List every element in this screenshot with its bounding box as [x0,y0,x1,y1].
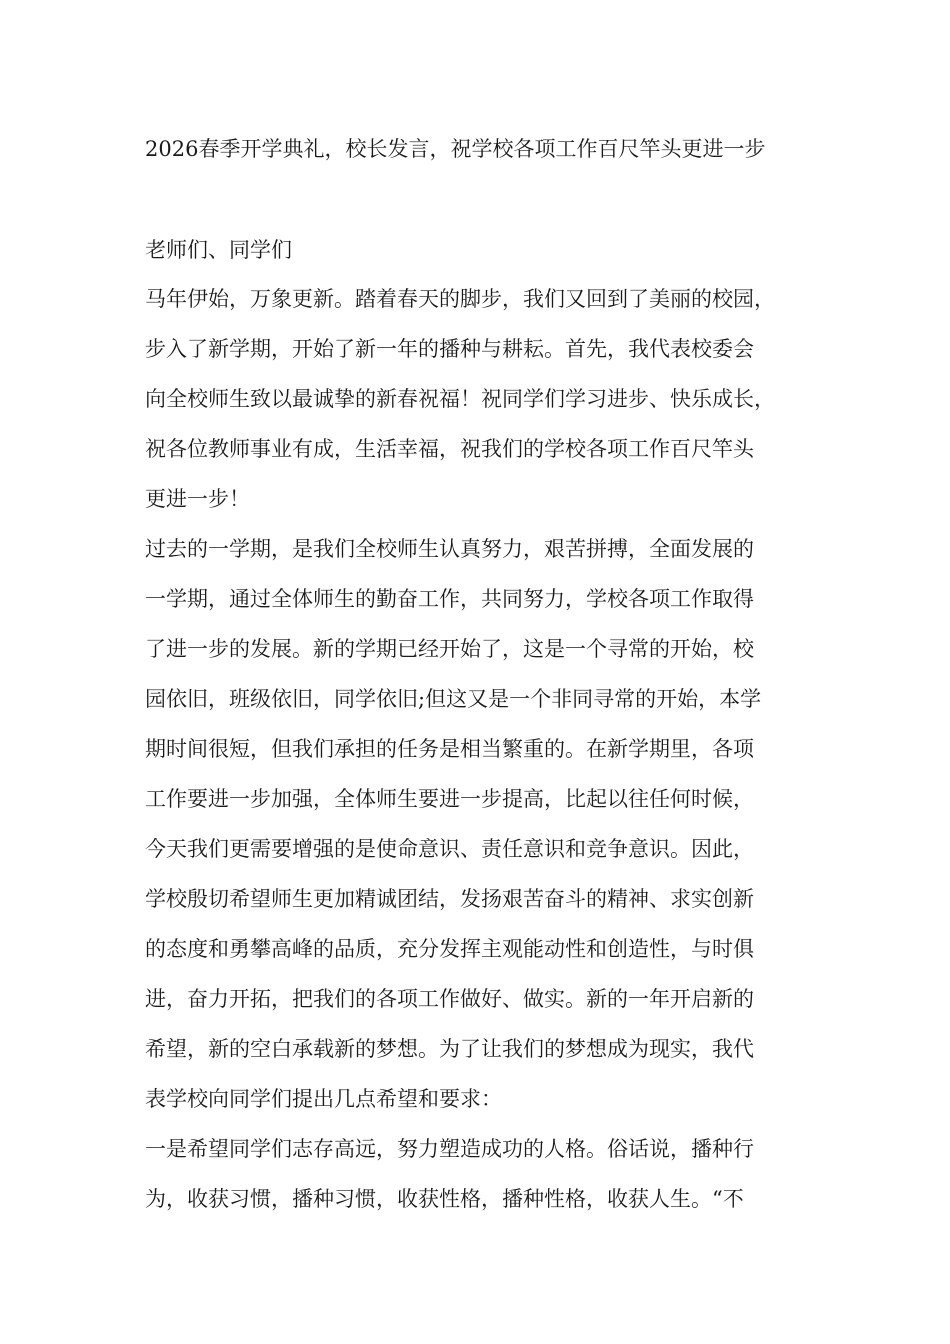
text-line: 了进一步的发展。新的学期已经开始了，这是一个寻常的开始，校 [145,637,754,661]
text-line: 向全校师生致以最诚挚的新春祝福！祝同学们学习进步、快乐成长， [145,387,775,411]
text-line: 过去的一学期，是我们全校师生认真努力，艰苦拼搏，全面发展的 [145,537,754,561]
text-line: 进，奋力开拓，把我们的各项工作做好、做实。新的一年开启新的 [145,987,754,1011]
text-line: 为，收获习惯，播种习惯，收获性格，播种性格，收获人生。“不 [145,1187,744,1211]
body-text [145,279,825,1229]
text-line: 的态度和勇攀高峰的品质，充分发挥主观能动性和创造性，与时俱 [145,937,754,961]
text-line: 希望，新的空白承载新的梦想。为了让我们的梦想成为现实，我代 [145,1037,754,1061]
text-line: 祝各位教师事业有成，生活幸福，祝我们的学校各项工作百尺竿头 [145,437,754,461]
text-line: 园依旧，班级依旧，同学依旧;但这又是一个非同寻常的开始，本学 [145,687,762,711]
text-line: 表学校向同学们提出几点希望和要求： [145,1087,502,1111]
text-line: 一学期，通过全体师生的勤奋工作，共同努力，学校各项工作取得 [145,587,754,611]
text-line: 步入了新学期，开始了新一年的播种与耕耘。首先，我代表校委会 [145,337,754,361]
text-line: 期时间很短，但我们承担的任务是相当繁重的。在新学期里，各项 [145,737,754,761]
text-line: 更进一步！ [145,487,250,511]
document-title: 2026春季开学典礼，校长发言，祝学校各项工作百尺竿头更进一步 [145,137,766,161]
text-line: 工作要进一步加强，全体师生要进一步提高，比起以往任何时候， [145,787,754,811]
greeting: 老师们、同学们 [145,238,292,262]
text-line: 今天我们更需要增强的是使命意识、责任意识和竞争意识。因此， [145,837,754,861]
text-line: 一是希望同学们志存高远，努力塑造成功的人格。俗话说，播种行 [145,1137,754,1161]
text-line: 马年伊始，万象更新。踏着春天的脚步，我们又回到了美丽的校园， [145,287,775,311]
text-line: 学校殷切希望师生更加精诚团结，发扬艰苦奋斗的精神、求实创新 [145,887,754,911]
